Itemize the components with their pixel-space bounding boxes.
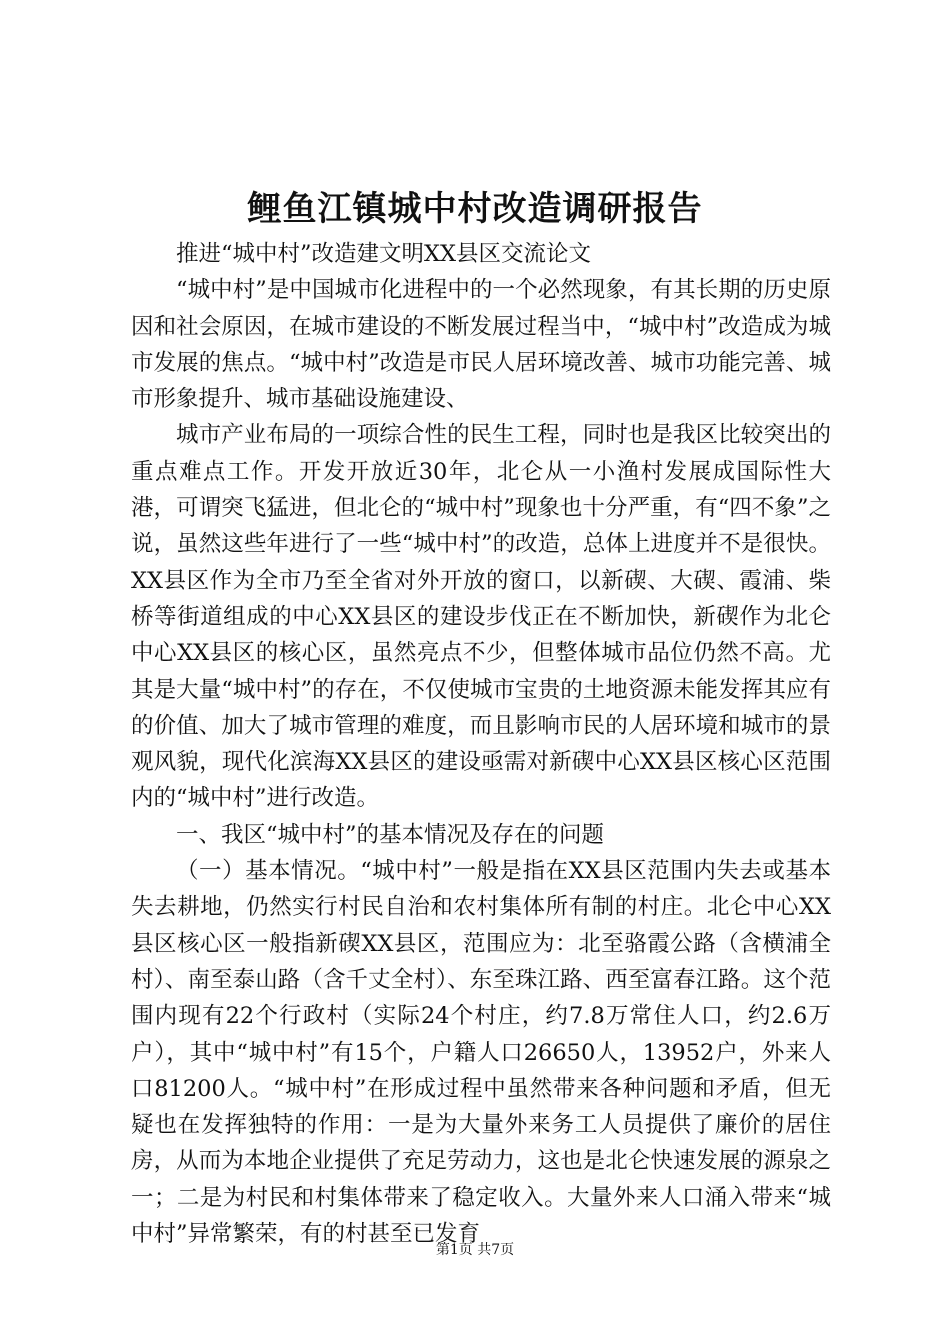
page-footer: 第1页 共7页 — [435, 1242, 515, 1258]
subtitle-paragraph: 推进“城中村”改造建文明XX县区交流论文 — [176, 241, 592, 267]
section-heading: 一、我区“城中村”的基本情况及存在的问题 — [176, 821, 605, 848]
document-title: 鲤鱼江镇城中村改造调研报告 — [247, 189, 703, 229]
document-body — [131, 236, 831, 1252]
body-paragraph: （一）基本情况。“城中村”一般是指在XX县区范围内失去或基本失去耕地，仍然实行村民自治和农村集体所有制的村庄。北仑中心XX县区核心区一般指新碶XX县区，范围应为：北至骆霞公路（含横浦全村）、南至泰山路（含千丈全村）、东至珠江路、西至富春江路。这个范围内现有22个行政村（实际24个村庄，约7.8万常住人口，约2.6万户），其中“城中村”有15个，户籍人口26650人，13952户，外来人口81200人。“城中村”在形成过程中虽然带来各种问题和矛盾，但无疑也在发挥独特的作用：一是为大量外来务工人员提供了廉价的居住房，从而为本地企业提供了充足劳动力，这也是北仑快速发展的源泉之一；二是为村民和村集体带来了稳定收入。大量外来人口涌入带来“城中村”异常繁荣，有的村甚至已发育 — [131, 858, 831, 1248]
body-paragraph: 城市产业布局的一项综合性的民生工程，同时也是我区比较突出的重点难点工作。开发开放近30年，北仑从一小渔村发展成国际性大港，可谓突飞猛进，但北仑的“城中村”现象也十分严重，有“四不象”之说，虽然这些年进行了一些“城中村”的改造，总体上进度并不是很快。XX县区作为全市乃至全省对外开放的窗口，以新碶、大碶、霞浦、柴桥等街道组成的中心XX县区的建设步伐正在不断加快，新碶作为北仑中心XX县区的核心区，虽然亮点不少，但整体城市品位仍然不高。尤其是大量“城中村”的存在，不仅使城市宝贵的土地资源未能发挥其应有的价值、加大了城市管理的难度，而且影响市民的人居环境和城市的景观风貌，现代化滨海XX县区的建设亟需对新碶中心XX县区核心区范围内的“城中村”进行改造。 — [131, 422, 831, 812]
body-paragraph: “城中村”是中国城市化进程中的一个必然现象，有其长期的历史原因和社会原因，在城市建设的不断发展过程当中，“城中村”改造成为城市发展的焦点。“城中村”改造是市民人居环境改善、城市功能完善、城市形象提升、城市基础设施建设、 — [131, 277, 831, 413]
